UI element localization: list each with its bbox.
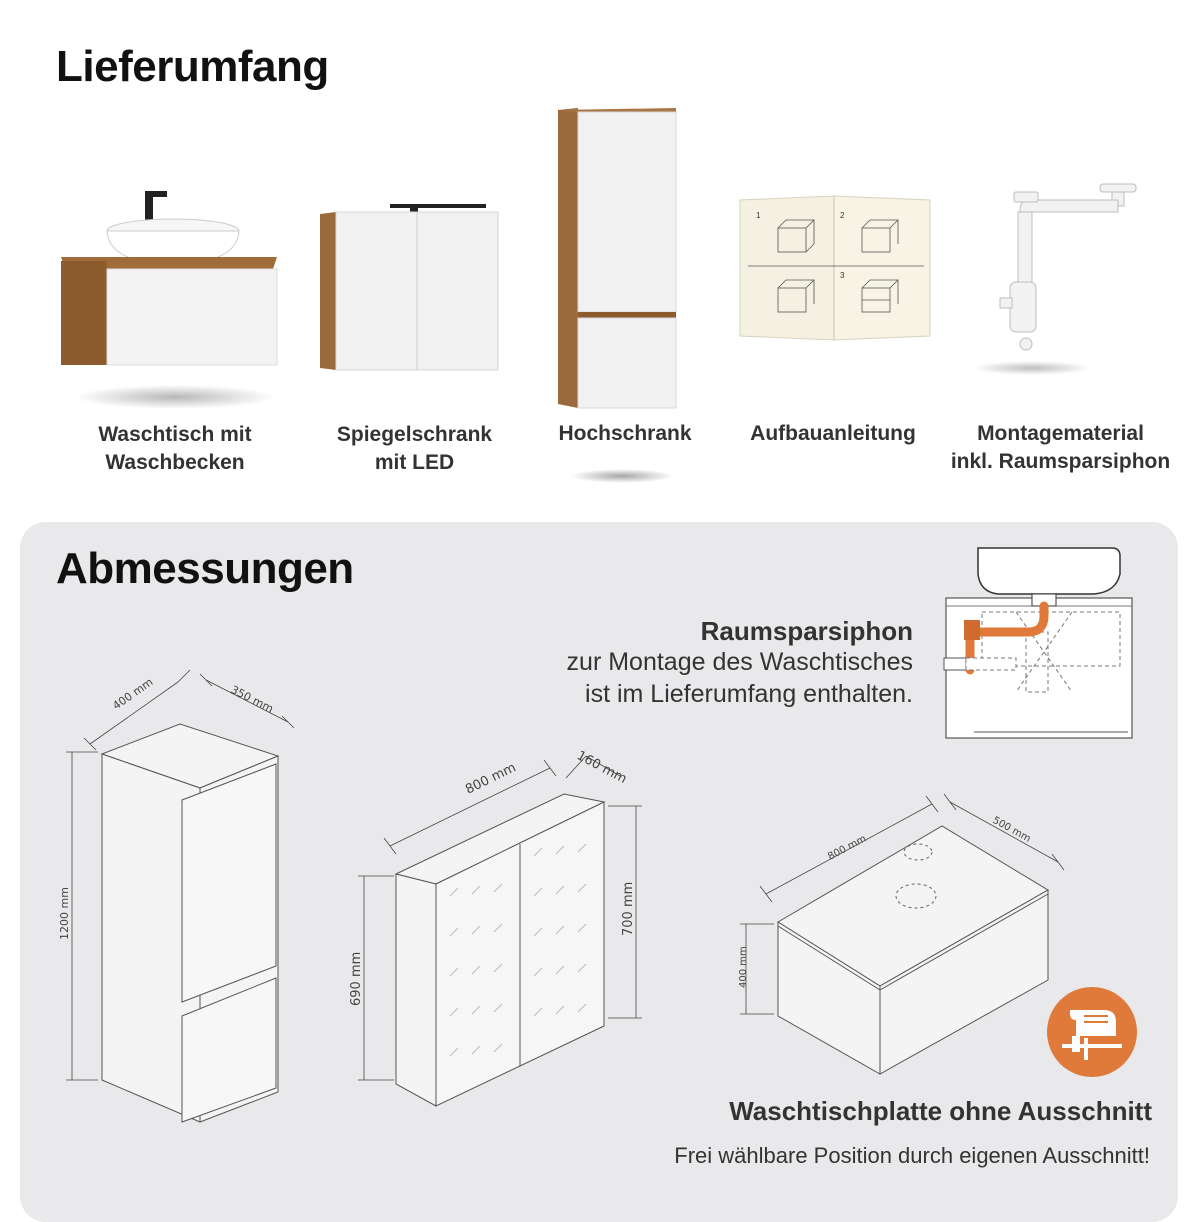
- tall-cabinet-height-label: 1200 mm: [58, 887, 71, 940]
- tall-cabinet-drawing: [50, 660, 310, 1130]
- mirror-total-height-label: 700 mm: [621, 881, 636, 936]
- mirror-body-height-label: 690 mm: [349, 951, 364, 1006]
- dimensions-heading: Abmessungen: [56, 544, 354, 593]
- scope-item-line: Montagematerial: [977, 422, 1144, 445]
- siphon-diagram: [944, 546, 1144, 742]
- cutout-title: Waschtischplatte ohne Ausschnitt: [729, 1096, 1152, 1126]
- siphon-note-line: ist im Lieferumfang enthalten.: [585, 680, 913, 708]
- scope-item-line: inkl. Raumsparsiphon: [950, 450, 1171, 473]
- scope-item-line: Waschbecken: [105, 451, 245, 474]
- siphon-note-line: zur Montage des Waschtisches: [566, 648, 913, 676]
- cutout-text: Frei wählbare Position durch eigenen Ausschnitt!: [674, 1143, 1150, 1168]
- mirror-cabinet-drawing: [350, 746, 650, 1116]
- scope-item-line: Waschtisch mit: [98, 423, 252, 446]
- mirror-depth-label: 160 mm: [574, 748, 630, 788]
- scope-item-line: Spiegelschrank: [336, 423, 493, 446]
- vanity-width-label: 800 mm: [826, 833, 869, 863]
- siphon-product-image: [970, 182, 1150, 382]
- tall-cabinet-width-label: 400 mm: [110, 675, 156, 713]
- vanity-product-image: [55, 185, 295, 415]
- mirror-width-label: 800 mm: [463, 760, 519, 798]
- scope-item-label-5: [948, 420, 1173, 476]
- manual-step-number: 3: [840, 271, 845, 280]
- scope-item-label-3: Hochschrank: [558, 422, 692, 445]
- manual-booklet-image: [738, 192, 934, 342]
- scope-item-label-1: [70, 421, 280, 477]
- siphon-note-text: [470, 646, 913, 710]
- siphon-note-title: Raumsparsiphon: [700, 616, 913, 646]
- vanity-height-label: 400 mm: [738, 946, 749, 988]
- vanity-depth-label: 500 mm: [990, 815, 1033, 845]
- mirror-cabinet-image: [318, 200, 502, 375]
- manual-step-number: 2: [840, 211, 845, 220]
- scope-item-label-2: [312, 421, 517, 477]
- tall-cabinet-depth-label: 350 mm: [228, 683, 276, 716]
- scope-item-line: mit LED: [374, 451, 455, 474]
- scope-item-label-4: Aufbauanleitung: [750, 422, 916, 445]
- scope-heading: Lieferumfang: [56, 42, 329, 91]
- jigsaw-icon: [1046, 986, 1138, 1078]
- manual-step-number: 1: [756, 211, 761, 220]
- vanity-drawing: [730, 790, 1070, 1080]
